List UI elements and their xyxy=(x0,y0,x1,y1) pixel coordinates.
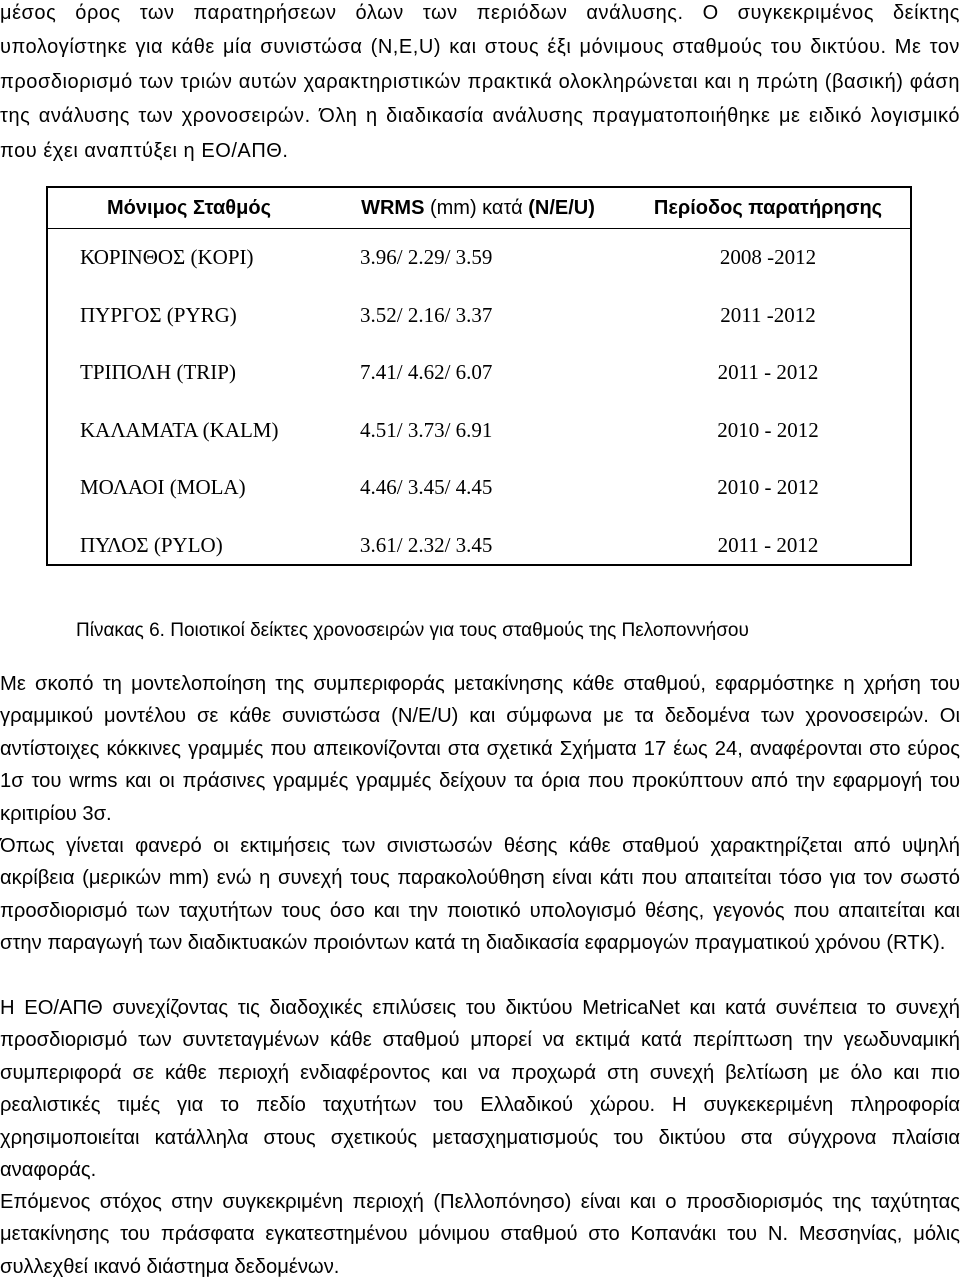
body-paragraph-accuracy: Όπως γίνεται φανερό οι εκτιμήσεις των σινιστωσών θέσης κάθε σταθμού χαρακτηρίζεται από υψηλή ακρίβεια (μερικών mm) ενώ η συνεχή τους παρακολούθηση είναι κάτι που απαιτείται τόσο για τον σωστό προσδιορισμό των ταχυτήτων τους όσο και την ποιοτικό υπολογισμό θέσης, γεγονός που απαιτείται και στην παραγωγή των διαδικτυακών προιόντων κατά τη διαδικασία εφαρμογών πραγματικού χρόνου (RTK). xyxy=(0,835,960,955)
header-wrms: WRMS (mm) κατά (N/E/U) xyxy=(330,188,626,229)
wrms-cell: 7.41/ 4.62/ 6.07 xyxy=(360,360,493,385)
wrms-cell: 3.61/ 2.32/ 3.45 xyxy=(360,532,493,557)
station-cell: ΜΟΛΑΟΙ (MOLA) xyxy=(80,475,246,500)
wrms-table-grid xyxy=(48,188,910,574)
wrms-cell: 3.96/ 2.29/ 3.59 xyxy=(360,245,493,270)
table-row xyxy=(48,459,910,517)
wrms-cell: 3.52/ 2.16/ 3.37 xyxy=(360,302,493,327)
header-station: Μόνιμος Σταθμός xyxy=(48,188,330,229)
period-cell: 2010 - 2012 xyxy=(717,417,819,442)
body-paragraph-metricanet: Η ΕΟ/ΑΠΘ συνεχίζοντας τις διαδοχικές επιλύσεις του δικτύου MetricaNet και κατά συνέπεια το συνεχή προσδιορισμό των συντεταγμένων κάθε σταθμού μπορεί να εκτιμά κατά περίπτωση την γεωδυναμική συμπεριφορά σε κάθε περιοχή ενδιαφέροντος και να προχωρά στη συνεχή βελτίωση με όλο και πιο ρεαλιστικές τιμές για το πεδίο ταχυτήτων του Ελλαδικού χώρου. Η συγκεκεριμένη πληροφορία χρησιμοποιείται κατάλληλα στους σχετικούς μετασχηματισμούς του δικτύου στα σύγχρονα πλαίσια αναφοράς. xyxy=(0,997,960,1182)
period-cell: 2011 -2012 xyxy=(720,302,816,327)
table-header-row xyxy=(48,188,910,229)
period-cell: 2011 - 2012 xyxy=(717,532,819,557)
period-cell: 2010 - 2012 xyxy=(717,475,819,500)
table-row xyxy=(48,229,910,287)
period-cell: 2008 -2012 xyxy=(719,245,817,270)
table-row xyxy=(48,287,910,345)
table-row xyxy=(48,344,910,402)
station-cell: ΠΥΡΓΟΣ (PYRG) xyxy=(80,302,237,327)
period-cell: 2011 - 2012 xyxy=(717,360,819,385)
table-row xyxy=(48,402,910,460)
intro-paragraph: μέσος όρος των παρατηρήσεων όλων των περιόδων ανάλυσης. Ο συγκεκριμένος δείκτης υπολογίστηκε για κάθε μία συνιστώσα (N,E,U) και στους έξι μόνιμους σταθμούς του δικτύου. Με τον προσδιορισμό των τριών αυτών χαρακτηριστικών πρακτικά ολοκληρώνεται και η πρώτη (βασική) φάση της ανάλυσης των χρονοσειρών. Όλη η διαδικασία ανάλυσης πραγματοποιήθηκε με ειδικό λογισμικό που έχει αναπτύξει η ΕΟ/ΑΠΘ. xyxy=(0,2,960,162)
station-cell: ΚΟΡΙΝΘΟΣ (KOPI) xyxy=(80,245,254,270)
body-paragraph-modelling: Με σκοπό τη μοντελοποίηση της συμπεριφοράς μετακίνησης κάθε σταθμού, εφαρμόστηκε η χρήση του γραμμικού μοντέλου σε κάθε συνιστώσα (N/E/U) και σύμφωνα με τα δεδομένα των χρονοσειρών. Οι αντίστοιχες κόκκινες γραμμές που απεικονίζονται στα σχετικά Σχήματα 17 έως 24, αναφέρονται στο εύρος 1σ του wrms και οι πράσινες γραμμές γραμμές δείχουν τα όρια που προκύπτουν από την εφαρμογή του κριτιρίου 3σ. xyxy=(0,673,960,825)
table-caption: Πίνακας 6. Ποιοτικοί δείκτες χρονοσειρών για τους σταθμούς της Πελοποννήσου xyxy=(76,620,749,641)
wrms-cell: 4.46/ 3.45/ 4.45 xyxy=(360,475,493,500)
wrms-cell: 4.51/ 3.73/ 6.91 xyxy=(360,417,493,442)
table-row xyxy=(48,517,910,575)
wrms-table xyxy=(46,186,912,566)
header-period: Περίοδος παρατήρησης xyxy=(626,188,910,229)
station-cell: ΠΥΛΟΣ (PYLO) xyxy=(80,532,223,557)
station-cell: ΚΑΛΑΜΑΤΑ (KALM) xyxy=(80,417,279,442)
body-paragraph-next-goal: Επόμενος στόχος στην συγκεκριμένη περιοχή (Πελλοπόνησο) είναι και ο προσδιορισμός της ταχύτητας μετακίνησης του πράσφατα εγκατεστημένου μόνιμου σταθμού στο Κοπανάκι του Ν. Μεσσηνίας, μόλις συλλεχθεί ικανό διάστημα δεδομένων. xyxy=(0,1191,960,1278)
station-cell: ΤΡΙΠΟΛΗ (TRIP) xyxy=(80,360,236,385)
